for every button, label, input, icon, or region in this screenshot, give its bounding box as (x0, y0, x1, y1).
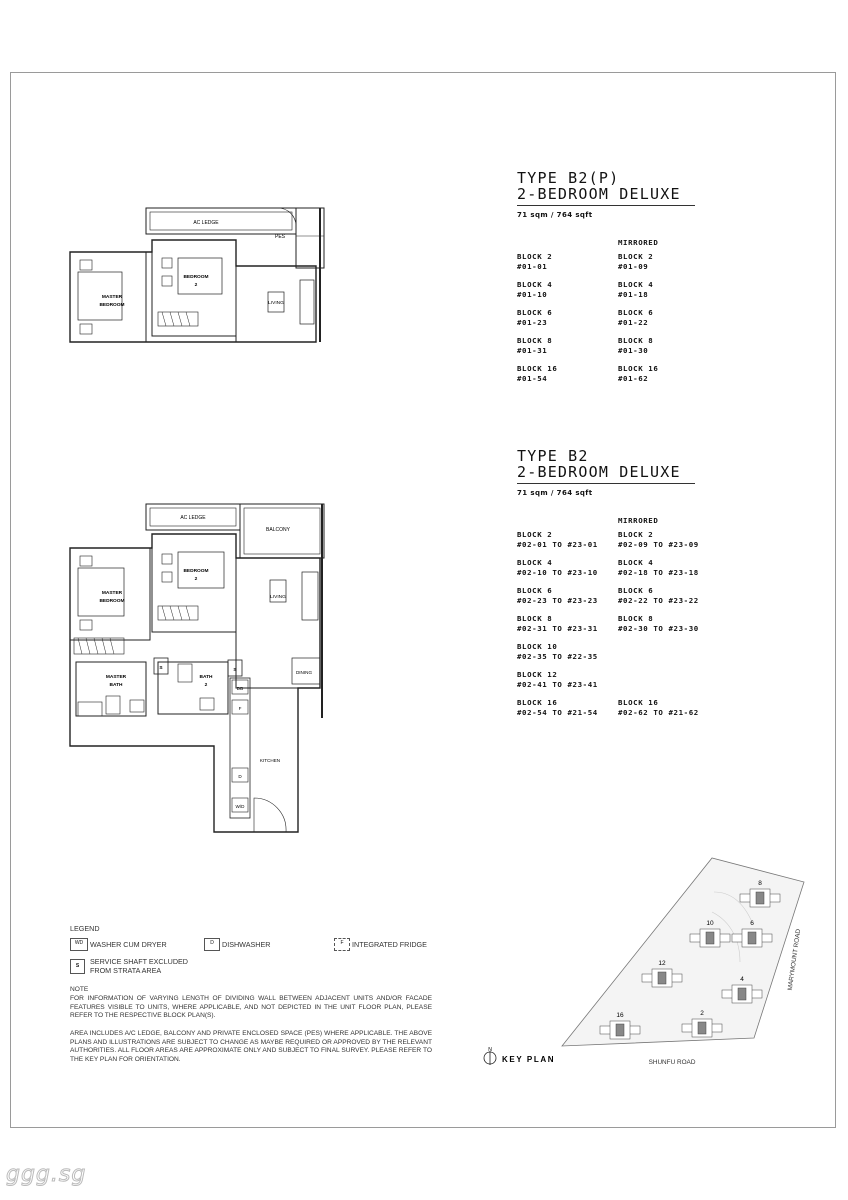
legend-d-label: DISHWASHER (222, 940, 271, 949)
note-title: NOTE (70, 986, 89, 993)
block-label: BLOCK 16 (618, 364, 659, 373)
block-label: BLOCK 2 (517, 252, 553, 261)
block-label: BLOCK 2 (618, 530, 654, 539)
room-label-master-bath-2: BATH (109, 683, 123, 688)
unit-numbers: #01-18 (618, 290, 649, 299)
block-number-label: 12 (658, 960, 666, 967)
road-label-marymount: MARYMOUNT ROAD (786, 928, 803, 991)
unit-numbers: #02-09 TO #23-09 (618, 540, 699, 549)
block-label: BLOCK 8 (517, 336, 553, 345)
road-label-shunfu: SHUNFU ROAD (648, 1059, 696, 1066)
block-label: BLOCK 8 (618, 336, 654, 345)
wd-symbol: WD (70, 938, 88, 951)
label-dishwasher: D (238, 774, 242, 779)
room-label-living: LIVING (268, 301, 284, 306)
block-label: BLOCK 6 (618, 586, 654, 595)
legend-f-label: INTEGRATED FRIDGE (352, 940, 427, 949)
room-label-ac-ledge-2: AC LEDGE (180, 515, 206, 521)
unit-numbers: #01-31 (517, 346, 548, 355)
unit-numbers: #02-54 TO #21-54 (517, 708, 598, 717)
unit-numbers: #01-10 (517, 290, 548, 299)
shaft-label-2: S (233, 668, 237, 673)
block-label: BLOCK 4 (517, 280, 553, 289)
room-label-bedroom2-2: 2 (194, 577, 198, 582)
title-rule (517, 205, 695, 206)
floor-plan-b2p (66, 196, 332, 346)
block-label: BLOCK 2 (618, 252, 654, 261)
block-label: BLOCK 10 (517, 642, 558, 651)
unit-numbers: #02-18 TO #23-18 (618, 568, 699, 577)
unit-numbers: #01-62 (618, 374, 649, 383)
type-b2-title: TYPE B2 (517, 447, 589, 465)
shaft-label-1: S (159, 666, 163, 671)
unit-numbers: #02-01 TO #23-01 (517, 540, 598, 549)
key-plan-label: KEY PLAN (502, 1055, 556, 1064)
label-db: DB (236, 686, 244, 691)
block-number-label: 2 (700, 1010, 704, 1017)
unit-numbers: #02-10 TO #23-10 (517, 568, 598, 577)
room-label-bath2-2: 2 (204, 683, 208, 688)
north-label: N (488, 1047, 492, 1053)
block-label: BLOCK 2 (517, 530, 553, 539)
room-label-pes: PES (274, 234, 286, 240)
block-number-label: 16 (616, 1012, 624, 1019)
watermark: ggg.sg (6, 1162, 87, 1187)
unit-numbers: #02-35 TO #22-35 (517, 652, 598, 661)
block-label: BLOCK 16 (517, 698, 558, 707)
room-label-bedroom2-1: BEDROOM (183, 569, 209, 574)
room-label-master-bath-1: MASTER (105, 675, 127, 680)
block-label: BLOCK 16 (618, 698, 659, 707)
unit-numbers: #02-41 TO #23-41 (517, 680, 598, 689)
unit-numbers: #01-09 (618, 262, 649, 271)
room-label-ac-ledge: AC LEDGE (193, 220, 219, 226)
type-b2p-title: TYPE B2(P) (517, 169, 620, 187)
unit-numbers: #01-01 (517, 262, 548, 271)
s-symbol: S (70, 959, 85, 974)
room-label-master-bed-1: MASTER (101, 591, 123, 596)
legend-wd-label: WASHER CUM DRYER (90, 940, 167, 949)
type-b2-subtitle: 2-BEDROOM DELUXE (517, 463, 681, 481)
unit-numbers: #01-23 (517, 318, 548, 327)
note-paragraph-1: FOR INFORMATION OF VARYING LENGTH OF DIVIDING WALL BETWEEN ADJACENT UNITS AND/OR FACADE FEATURES VISIBLE TO UNITS, WHERE APPLICABLE, AND NOT DEPICTED IN THE UNIT FLOOR PLAN, PLEASE REFER TO THE RESPECTIVE BLOCK PLAN(S). (70, 995, 432, 1020)
legend-title: LEGEND (70, 924, 100, 933)
type-b2p-area: 71 sqm / 764 sqft (517, 211, 593, 219)
unit-numbers: #01-22 (618, 318, 649, 327)
note-paragraph-2: AREA INCLUDES A/C LEDGE, BALCONY AND PRIVATE ENCLOSED SPACE (PES) WHERE APPLICABLE. THE ABOVE PLANS AND ILLUSTRATIONS ARE SUBJECT TO CHANGE AS MAYBE REQUIRED OR APPROVED BY THE RELEVANT AUTHORITIES. ALL FLOOR AREAS ARE APPROXIMATE ONLY AND SUBJECT TO FINAL SURVEY. PLEASE REFER TO THE KEY PLAN FOR ORIENTATION. (70, 1030, 432, 1063)
f-symbol: F (334, 938, 350, 951)
key-plan-map (482, 852, 822, 1072)
room-label-master-1: MASTER (101, 295, 123, 300)
block-label: BLOCK 4 (618, 558, 654, 567)
block-label: BLOCK 4 (517, 558, 553, 567)
type-b2-area: 71 sqm / 764 sqft (517, 489, 593, 497)
unit-numbers: #02-22 TO #23-22 (618, 596, 699, 605)
block-number-label: 10 (706, 920, 714, 927)
type-b2p-subtitle: 2-BEDROOM DELUXE (517, 185, 681, 203)
unit-numbers: #01-54 (517, 374, 548, 383)
block-number-label: 4 (740, 976, 744, 983)
block-label: BLOCK 8 (618, 614, 654, 623)
unit-numbers: #02-23 TO #23-23 (517, 596, 598, 605)
room-label-dining: DINING (295, 670, 313, 675)
block-label: BLOCK 6 (618, 308, 654, 317)
block-label: BLOCK 8 (517, 614, 553, 623)
room-label-kitchen: KITCHEN (259, 758, 281, 763)
unit-numbers: #02-62 TO #21-62 (618, 708, 699, 717)
legend-s-label-1: SERVICE SHAFT EXCLUDED (90, 957, 188, 966)
block-label: BLOCK 6 (517, 308, 553, 317)
block-label: BLOCK 16 (517, 364, 558, 373)
room-label-bedroom-1: BEDROOM (183, 275, 209, 280)
room-label-bedroom-2: 2 (194, 283, 198, 288)
mirrored-label: MIRRORED (618, 238, 659, 247)
room-label-bath2-1: BATH (199, 675, 213, 680)
block-label: BLOCK 4 (618, 280, 654, 289)
room-label-master-bed-2: BEDROOM (99, 599, 125, 604)
unit-numbers: #01-30 (618, 346, 649, 355)
block-label: BLOCK 12 (517, 670, 558, 679)
room-label-master-2: BEDROOM (99, 303, 125, 308)
d-symbol: D (204, 938, 220, 951)
label-fridge: F (238, 706, 242, 711)
room-label-living-2: LIVING (270, 595, 286, 600)
block-number-label: 6 (750, 920, 754, 927)
floor-plan-b2 (66, 498, 332, 838)
label-washer: W/D (235, 804, 245, 809)
title-rule-2 (517, 483, 695, 484)
block-number-label: 8 (758, 880, 762, 887)
mirrored-label-2: MIRRORED (618, 516, 659, 525)
legend-s-label-2: FROM STRATA AREA (90, 966, 162, 975)
room-label-balcony: BALCONY (266, 527, 290, 533)
block-label: BLOCK 6 (517, 586, 553, 595)
unit-numbers: #02-31 TO #23-31 (517, 624, 598, 633)
unit-numbers: #02-30 TO #23-30 (618, 624, 699, 633)
